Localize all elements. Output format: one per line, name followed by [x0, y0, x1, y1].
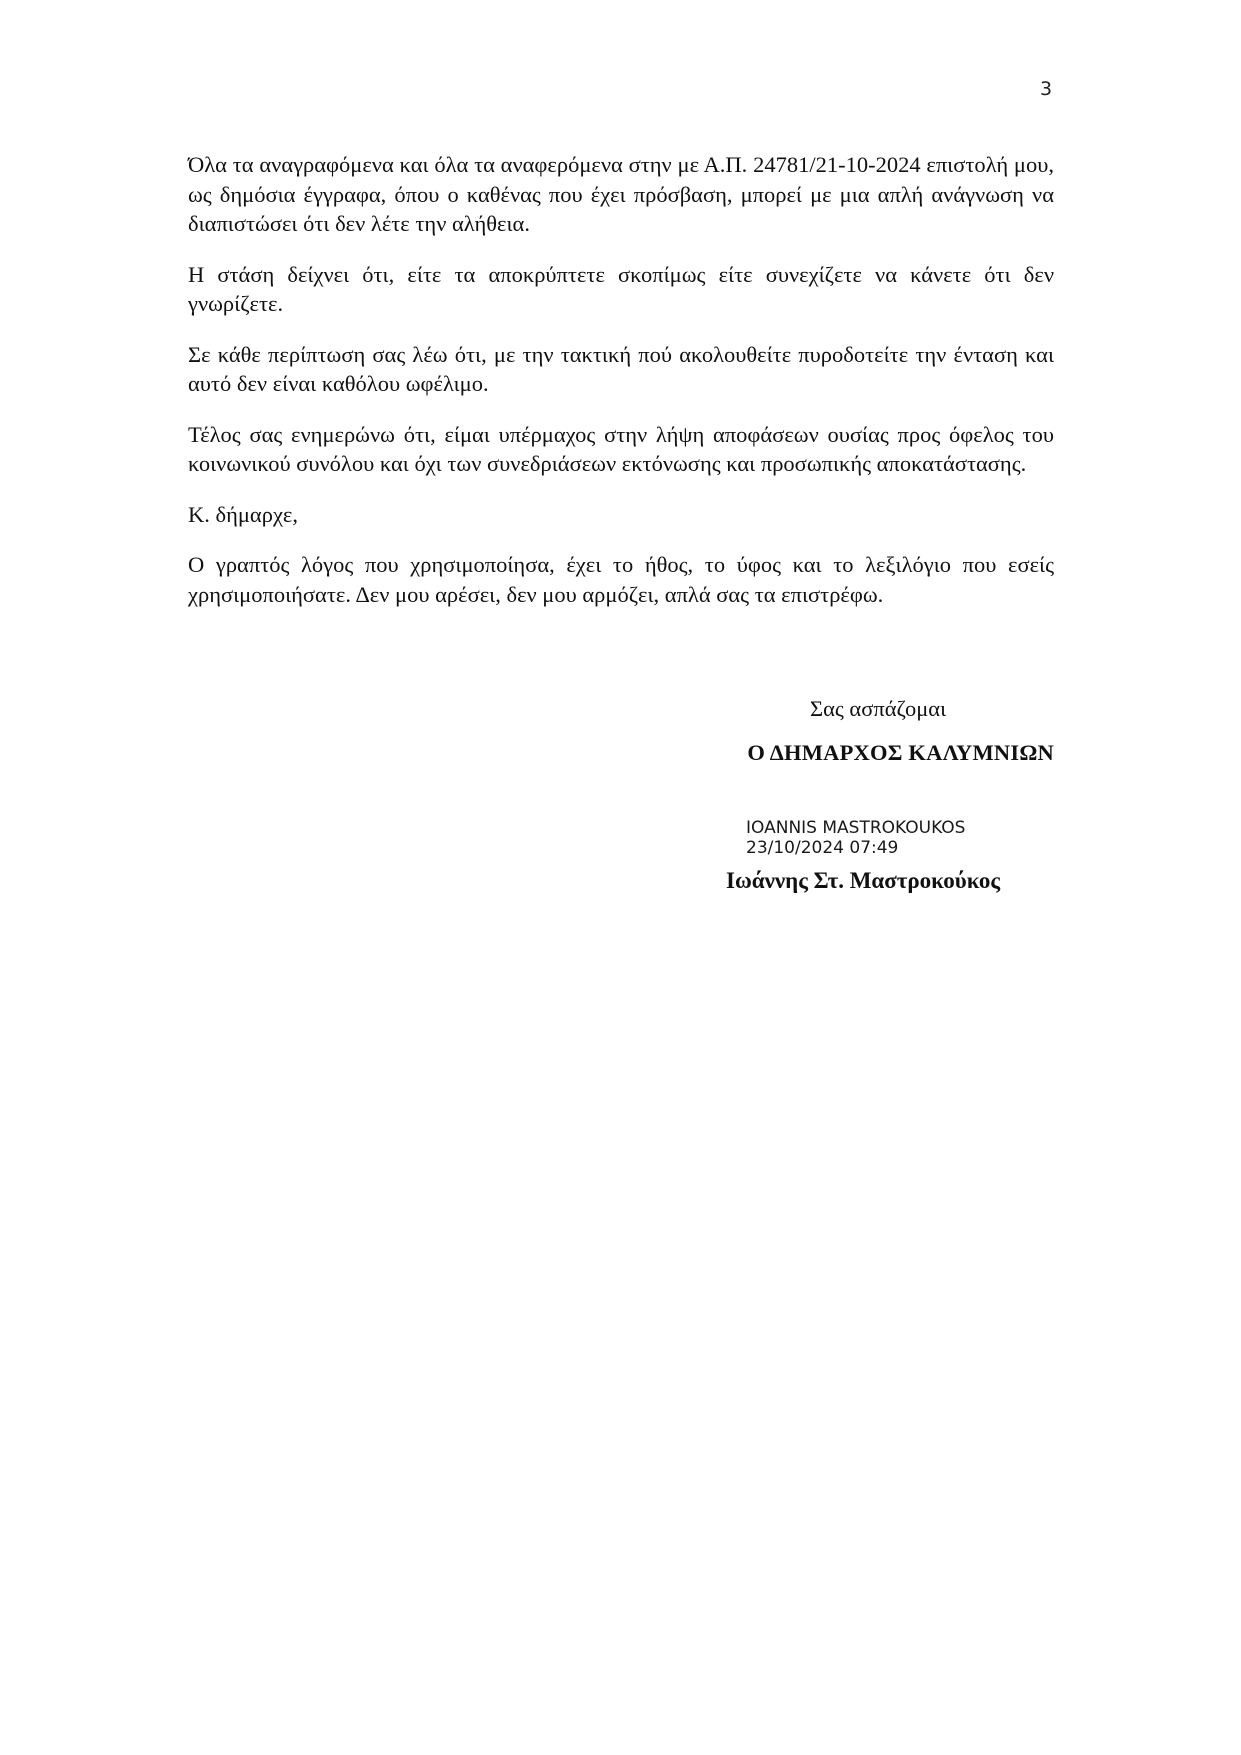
closing-line: Σας ασπάζομαι [810, 696, 947, 721]
paragraph-1: Όλα τα αναγραφόμενα και όλα τα αναφερόμενα στην με Α.Π. 24781/21-10-2024 επιστολή μου, ως δημόσια έγγραφα, όπου ο καθένας που έχει πρόσβαση, μπορεί με μια απλή ανάγνωση να διαπιστώσει ότι δεν λέτε την αλήθεια. [188, 152, 1054, 236]
page-number: 3 [1040, 78, 1053, 100]
salutation: Κ. δήμαρχε, [188, 501, 299, 527]
paragraph-4: Τέλος σας ενημερώνω ότι, είμαι υπέρμαχος στην λήψη αποφάσεων ουσίας προς όφελος του κοινωνικού συνόλου και όχι των συνεδριάσεων εκτόνωσης και προσωπικής αποκατάστασης. [188, 421, 1054, 476]
signer-title: Ο ΔΗΜΑΡΧΟΣ ΚΑΛΥΜΝΙΩΝ [747, 740, 1054, 765]
letter-body [188, 150, 1054, 630]
digital-signature-block [746, 818, 965, 858]
paragraph-3: Σε κάθε περίπτωση σας λέω ότι, με την τακτική πού ακολουθείτε πυροδοτείτε την ένταση και αυτό δεν είναι καθόλου ωφέλιμο. [188, 341, 1054, 396]
digital-signature-datetime: 23/10/2024 07:49 [746, 838, 899, 858]
signer-name: Ιωάννης Στ. Μαστροκούκος [726, 868, 1001, 893]
digital-signature-name: IOANNIS MASTROKOUKOS [746, 818, 966, 838]
paragraph-5: Ο γραπτός λόγος που χρησιμοποίησα, έχει το ήθος, το ύφος και το λεξιλόγιο που εσείς χρησιμοποιήσατε. Δεν μου αρέσει, δεν μου αρμόζει, απλά σας τα επιστρέφω. [188, 552, 1054, 607]
paragraph-2: Η στάση δείχνει ότι, είτε τα αποκρύπτετε σκοπίμως είτε συνεχίζετε να κάνετε ότι δεν γνωρίζετε. [188, 261, 1054, 316]
